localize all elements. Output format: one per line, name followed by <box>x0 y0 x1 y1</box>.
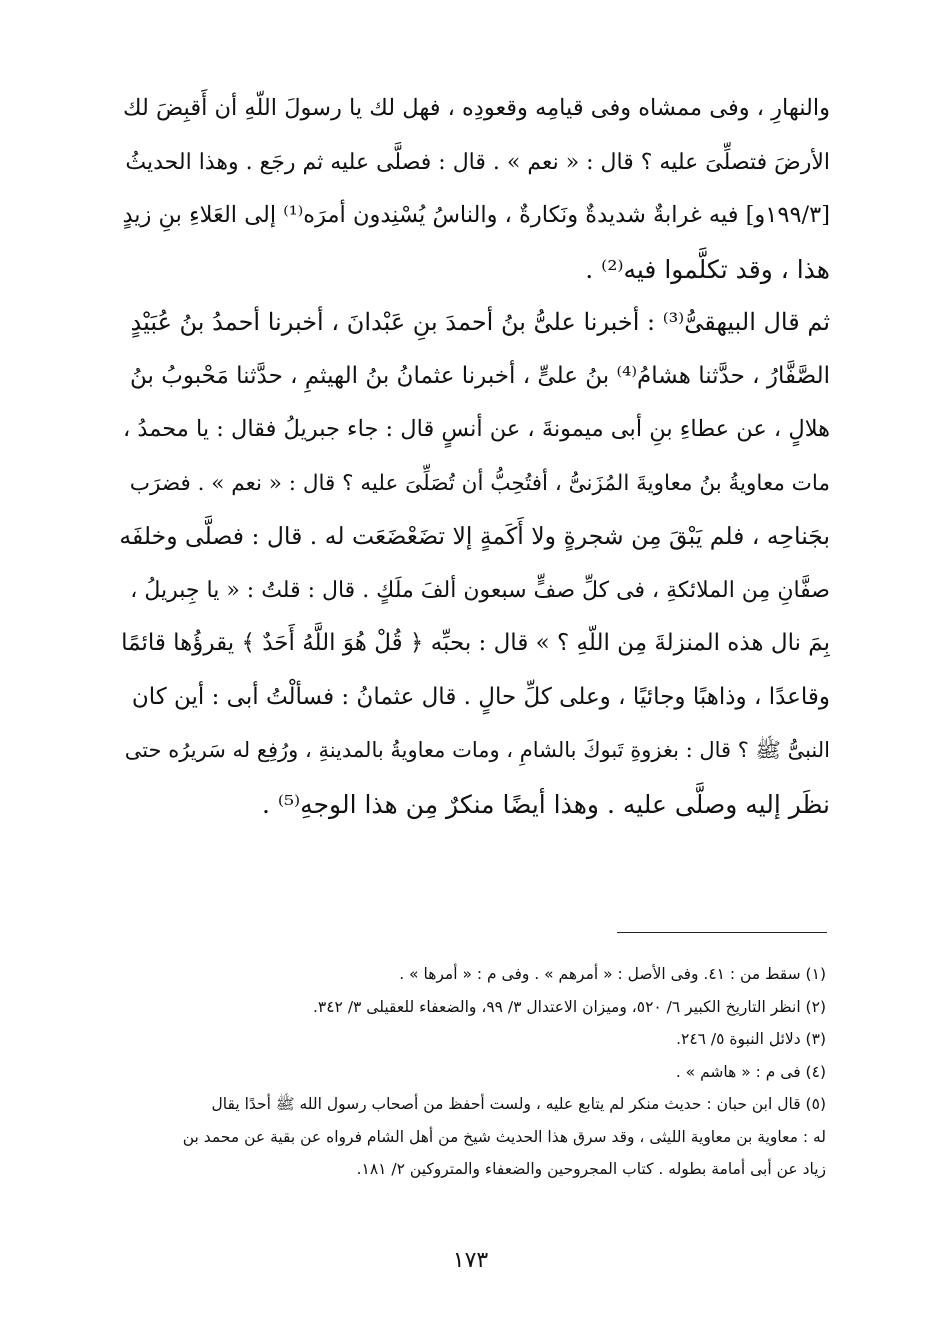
footnotes <box>108 958 826 1186</box>
footnote-4: (٤) فى م : « هاشم » . <box>675 1062 826 1081</box>
text-line: [١٩٩/٣و] فيه غرابةٌ شديدةٌ ونَكارةٌ ، والناسُ يُسْنِدون أمرَه⁽¹⁾ إلى العَلاءِ بنِ زيدٍ <box>122 202 830 228</box>
text-line: هلالٍ ، عن عطاءِ بنِ أبى ميمونةَ ، عن أنسٍ قال : جاء جبريلُ فقال : يا محمدُ ، <box>123 416 830 442</box>
text-line: مات معاويةُ بنُ معاويةَ المُزَنىُّ ، أفتُحِبُّ أن تُصَلِّىَ عليه ؟ قال : « نعم » . فضرَب <box>129 470 830 496</box>
page-number: ١٧٣ <box>452 1248 489 1273</box>
footnote-2: (٢) انظر التاريخ الكبير ٦/ ٥٢٠، وميزان الاعتدال ٣/ ٩٩، والضعفاء للعقيلى ٣/ ٣٤٢. <box>312 997 826 1016</box>
text-line: نظَر إليه وصلَّى عليه . وهذا أيضًا منكرٌ مِن هذا الوجهِ⁽⁵⁾ . <box>261 789 830 819</box>
paragraph-2 <box>118 296 830 831</box>
text-line: هذا ، وقد تكلَّموا فيه⁽²⁾ . <box>585 254 830 284</box>
footnote-separator <box>617 932 827 933</box>
footnote-5-continued: له : معاوية بن معاوية الليثى ، وقد سرق هذا الحديث شيخ من أهل الشام فرواه عن بقية عن محمد بن <box>182 1127 826 1146</box>
text-line: بجَناحِه ، فلم يَبْقَ مِن شجرةٍ ولا أَكَمةٍ إلا تضَعْضَعَت له . قال : فصلَّى وخلفَه <box>119 522 830 550</box>
footnote-5-continued: زياد عن أبى أمامة بطوله . كتاب المجروحين والضعفاء والمتروكين ٢/ ١٨١. <box>356 1160 826 1178</box>
text-line: صفَّانِ مِن الملائكةِ ، فى كلِّ صفٍّ سبعون ألفَ ملَكٍ . قال : قلتُ : « يا جِبريلُ ، <box>130 577 830 603</box>
text-line: الأرضَ فتصلِّىَ عليه ؟ قال : « نعم » . قال : فصلَّى عليه ثم رجَع . وهذا الحديثُ <box>125 149 830 175</box>
paragraph-1 <box>118 82 830 296</box>
footnote-5: (٥) قال ابن حبان : حديث منكر لم يتابع عليه ، ولست أحفظ من أصحاب رسول الله ﷺ أحدًا يقال <box>211 1095 826 1113</box>
text-line: ثم قال البيهقىُّ⁽³⁾ : أخبرنا علىُّ بنُ أحمدَ بنِ عَبْدانَ ، أخبرنا أحمدُ بنُ عُبَيْدٍ <box>130 308 830 336</box>
text-line: وقاعدًا ، وذاهبًا وجائيًا ، وعلى كلِّ حالٍ . قال عثمانُ : فسألْتُ أبى : أين كان <box>131 683 830 710</box>
text-line: النبىُّ ﷺ ؟ قال : بغزوةِ تَبوكَ بالشامِ ، ومات معاويةُ بالمدينةِ ، ورُفِع له سَريرُه حتى <box>124 738 830 762</box>
text-line: الصَّفَّارُ ، حدَّثنا هشامُ⁽⁴⁾ بنُ علىٍّ ، أخبرنا عثمانُ بنُ الهيثمِ ، حدَّثنا مَحْبوبُ بنُ <box>129 362 830 389</box>
footnote-1: (١) سقط من : ٤١. وفى الأصل : « أمرهم » . وفى م : « أمرها » . <box>399 965 826 983</box>
text-line: والنهارِ ، وفى ممشاه وفى قيامِه وقعودِه ، فهل لك يا رسولَ اللّهِ أن أَقبِضَ لك <box>123 95 830 121</box>
text-line: بِمَ نال هذه المنزلةَ مِن اللّهِ ؟ » قال : بحبِّه ﴿ قُلْ هُوَ اللَّهُ أَحَدٌ ﴾ يقرؤُها قائمًا <box>121 630 830 656</box>
footnote-3: (٣) دلائل النبوة ٥/ ٢٤٦. <box>676 1030 826 1048</box>
